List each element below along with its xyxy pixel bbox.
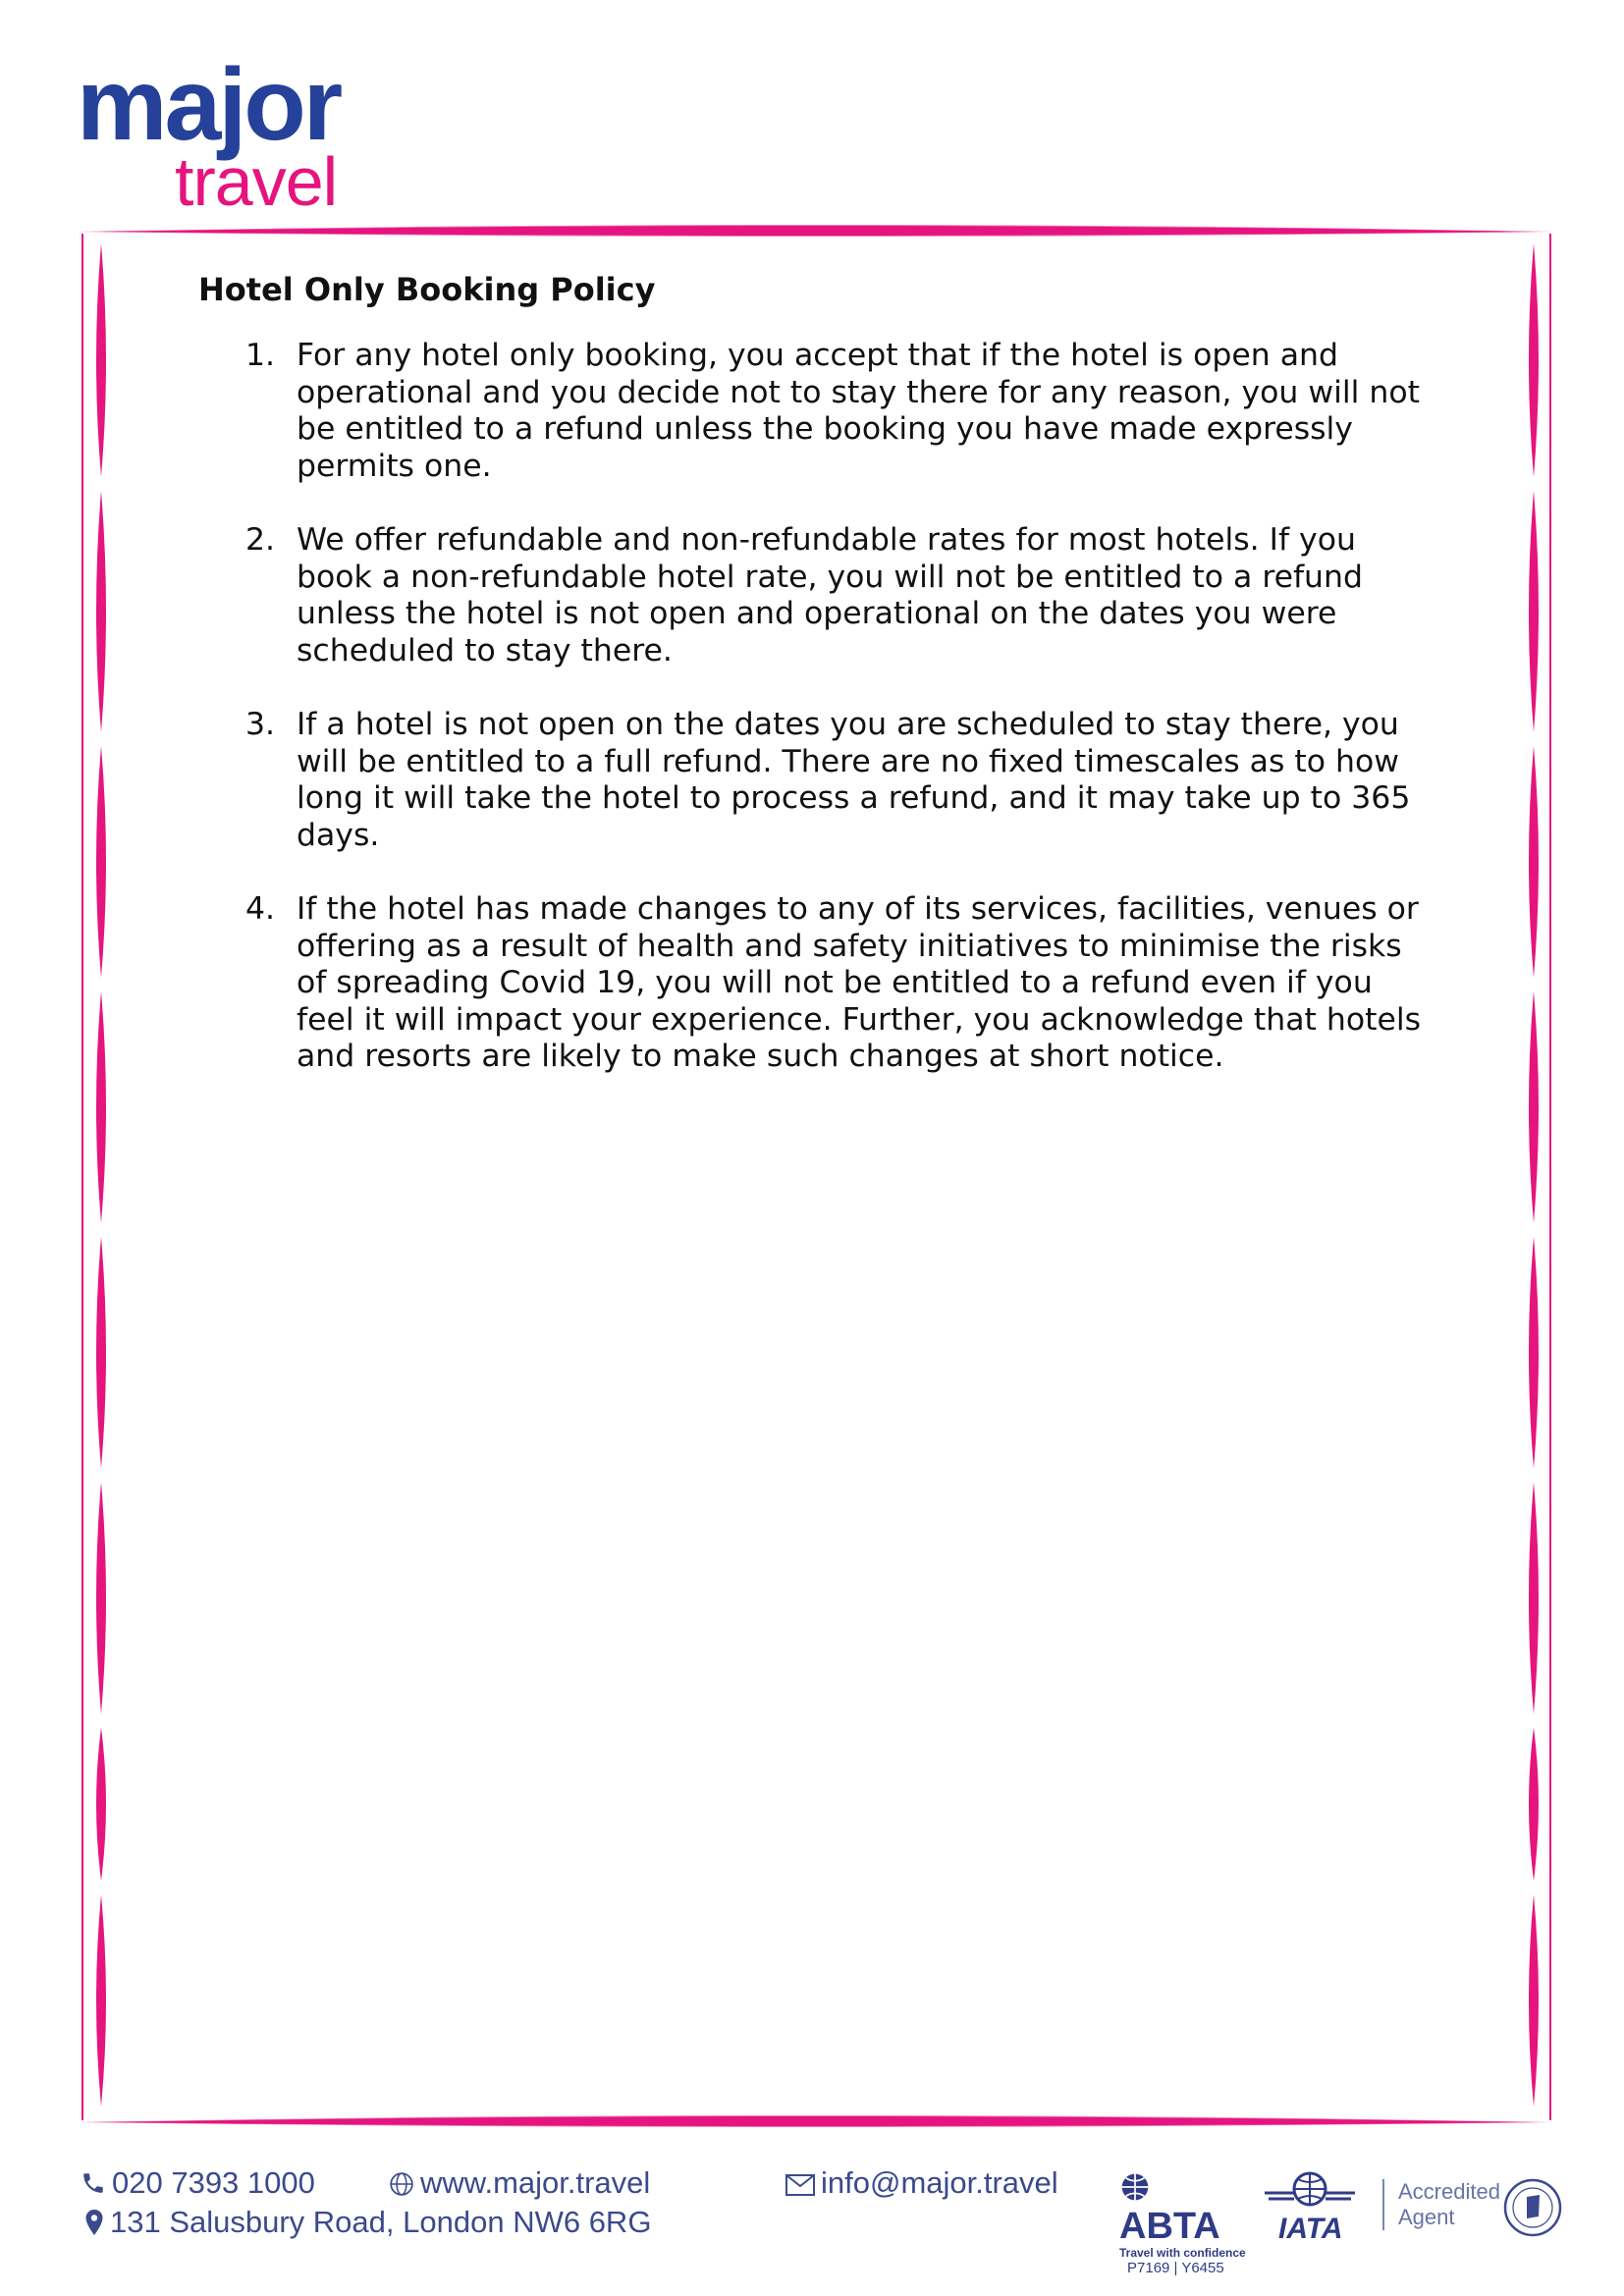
website-link[interactable]: www.major.travel <box>420 2165 651 2200</box>
policy-item <box>198 891 1435 1076</box>
abta-codes: P7169 | Y6455 <box>1127 2260 1224 2276</box>
protection-seal-icon <box>1502 2177 1563 2238</box>
border-swash <box>1529 991 1539 1223</box>
border-swash <box>1529 1482 1539 1714</box>
abta-badge <box>1119 2167 1247 2277</box>
border-swash <box>96 1482 106 1714</box>
policy-list <box>198 338 1435 1076</box>
policy-item <box>198 522 1435 669</box>
envelope-icon <box>785 2173 815 2197</box>
iata-badge <box>1261 2167 1369 2246</box>
abta-tagline: Travel with confidence <box>1119 2246 1246 2260</box>
accredited-agent <box>1382 2179 1500 2230</box>
address-text: 131 Salusbury Road, London NW6 6RG <box>110 2205 652 2239</box>
border-swash <box>96 1237 106 1468</box>
policy-item-text: If a hotel is not open on the dates you are scheduled to stay there, you will be entitled to a full refund. There are no fixed timescales as to how long it will take the hotel to process a refund, and it may take up to 365 days. <box>297 707 1411 853</box>
abta-mark: ABTA <box>1119 2206 1220 2247</box>
border-swash <box>1529 746 1539 978</box>
border-swash <box>96 491 106 732</box>
border-swash <box>1529 243 1539 477</box>
page-footer <box>0 2160 1624 2277</box>
email-link[interactable]: info@major.travel <box>821 2165 1058 2200</box>
iata-globe-icon <box>1261 2167 1359 2215</box>
footer-address <box>84 2205 651 2240</box>
document-title: Hotel Only Booking Policy <box>198 271 656 308</box>
border-swash <box>1529 1237 1539 1468</box>
border-swash <box>1529 491 1539 732</box>
policy-item <box>198 338 1435 485</box>
logo-word-travel: travel <box>175 143 338 220</box>
border-swash <box>96 1895 106 2107</box>
policy-item-number: 1. <box>245 338 276 373</box>
accredited-line2: Agent <box>1398 2205 1455 2229</box>
border-swash <box>96 1728 106 1881</box>
footer-phone <box>81 2165 315 2201</box>
border-swash <box>1529 1895 1539 2107</box>
policy-item-text: If the hotel has made changes to any of its services, facilities, venues or offering as a result of health and safety initiatives to minimise the risks of spreading Covid 19, you will not be entitled to a refund even if you feel it will impact your experience. Further, you acknowledge that hotels and resorts are likely to make such changes at short notice. <box>297 891 1421 1074</box>
border-swash <box>96 991 106 1223</box>
phone-icon <box>81 2169 106 2197</box>
major-travel-logo <box>77 48 391 220</box>
policy-item-text: For any hotel only booking, you accept that if the hotel is open and operational and you decide not to stay there for any reason, you will not be entitled to a refund unless the booking you have made expressly permits one. <box>297 338 1420 484</box>
policy-item-number: 2. <box>245 522 276 558</box>
policy-content <box>198 267 1435 1113</box>
policy-item-number: 3. <box>245 707 276 742</box>
abta-globe-icon <box>1119 2171 1151 2203</box>
logo-word-major: major <box>77 48 341 162</box>
phone-number[interactable]: 020 7393 1000 <box>112 2165 315 2200</box>
border-swash <box>96 746 106 978</box>
map-pin-icon <box>84 2209 104 2236</box>
footer-email <box>785 2165 1058 2201</box>
policy-item <box>198 707 1435 854</box>
border-swash <box>1529 1728 1539 1881</box>
footer-website <box>389 2165 650 2201</box>
accredited-line1: Accredited <box>1398 2179 1500 2204</box>
border-swash <box>96 243 106 477</box>
iata-mark: IATA <box>1278 2213 1343 2245</box>
policy-item-number: 4. <box>245 891 276 927</box>
globe-icon <box>389 2171 414 2197</box>
policy-item-text: We offer refundable and non-refundable rates for most hotels. If you book a non-refundable hotel rate, you will not be entitled to a refund unless the hotel is not open and operational on the dates you were scheduled to stay there. <box>297 522 1363 668</box>
